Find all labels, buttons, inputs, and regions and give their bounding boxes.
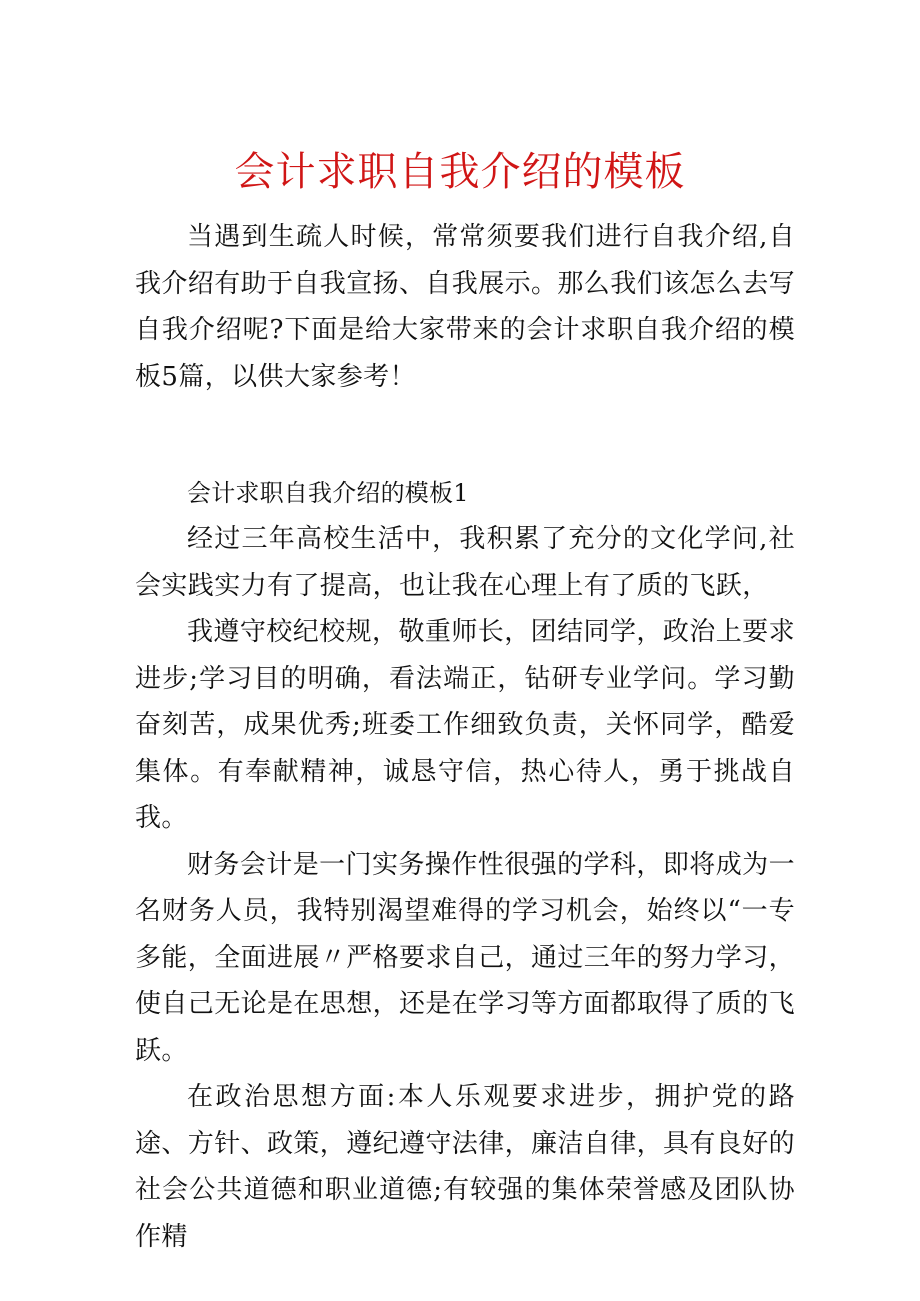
body-paragraph-3: 财务会计是一门实务操作性很强的学科，即将成为一名财务人员，我特别渴望难得的学习机会，始终以“一专多能，全面进展〃严格要求自己，通过三年的努力学习，使自己无论是在思想，还是在学习等方面都取得了质的飞跃。 — [135, 849, 796, 1066]
document-body — [135, 214, 795, 1260]
body-paragraph-4: 在政治思想方面:本人乐观要求进步，拥护党的路途、方针、政策，遵纪遵守法律，廉洁自律，具有良好的社会公共道德和职业道德;有较强的集体荣誉感及团队协作精 — [135, 1082, 796, 1252]
body-paragraph-1: 经过三年高校生活中，我积累了充分的文化学问,社会实践实力有了提高，也让我在心理上有了质的飞跃， — [135, 524, 795, 601]
intro-paragraph: 当遇到生疏人时候，常常须要我们进行自我介绍,自我介绍有助于自我宣扬、自我展示。那么我们该怎么去写自我介绍呢?下面是给大家带来的会计求职自我介绍的模板5篇，以供大家参考！ — [135, 222, 796, 392]
body-paragraph-2: 我遵守校纪校规，敬重师长，团结同学，政治上要求进步;学习目的明确，看法端正，钻研专业学问。学习勤奋刻苦，成果优秀;班委工作细致负责，关怀同学，酷爱集体。有奉献精神，诚恳守信，热心待人，勇于挑战自我。 — [135, 617, 795, 833]
document-title: 会计求职自我介绍的模板 — [234, 149, 686, 195]
section-heading: 会计求职自我介绍的模板1 — [187, 479, 469, 507]
